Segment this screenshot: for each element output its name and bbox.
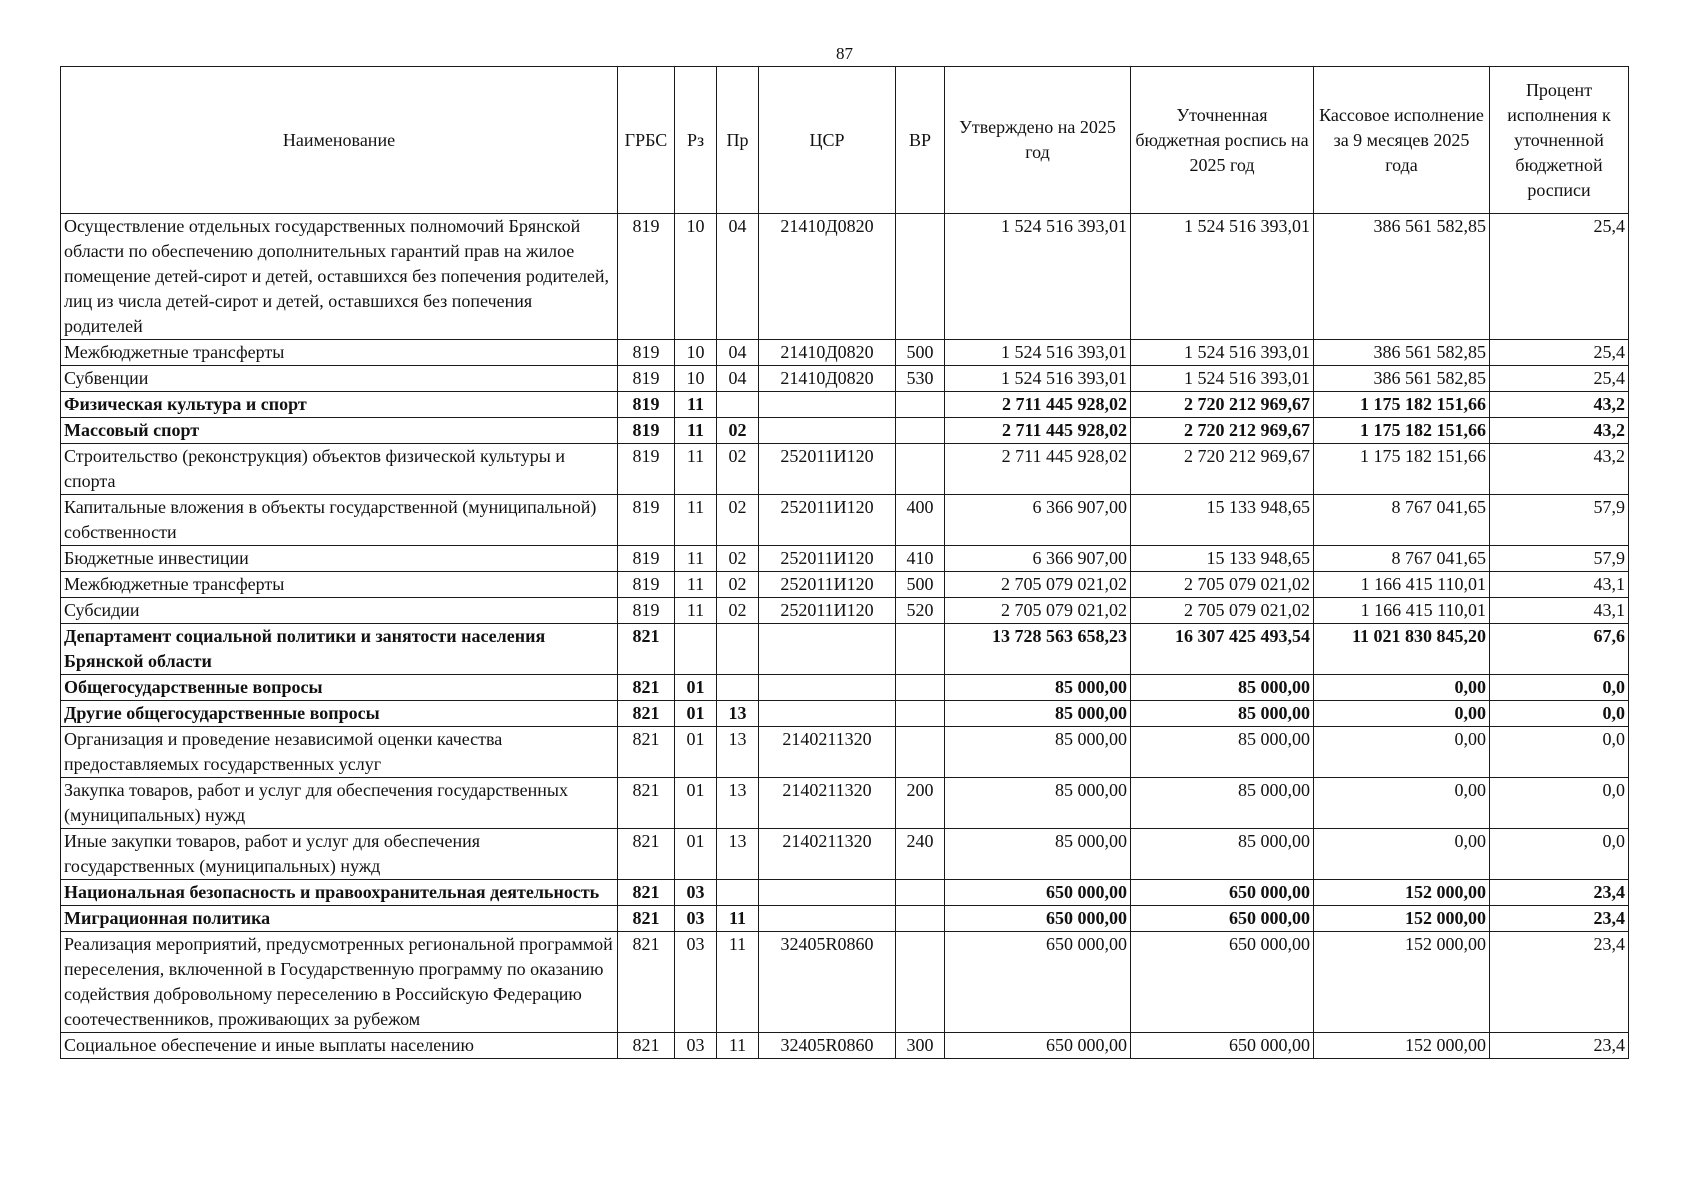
table-row	[61, 366, 1629, 392]
cell-refined: 1 524 516 393,01	[1131, 340, 1314, 366]
cell-cash: 11 021 830 845,20	[1314, 624, 1490, 675]
cell-name: Межбюджетные трансферты	[61, 340, 618, 366]
cell-percent: 25,4	[1490, 366, 1629, 392]
cell-refined: 1 524 516 393,01	[1131, 214, 1314, 340]
cell-approved: 1 524 516 393,01	[945, 366, 1131, 392]
cell-approved: 2 711 445 928,02	[945, 392, 1131, 418]
table-row	[61, 546, 1629, 572]
cell-approved: 650 000,00	[945, 1033, 1131, 1059]
cell-rz: 11	[675, 392, 717, 418]
cell-pr: 04	[717, 340, 759, 366]
cell-approved: 6 366 907,00	[945, 546, 1131, 572]
cell-name: Иные закупки товаров, работ и услуг для обеспечения государственных (муниципальных) нужд	[61, 829, 618, 880]
cell-refined: 15 133 948,65	[1131, 546, 1314, 572]
cell-cash: 152 000,00	[1314, 880, 1490, 906]
cell-cash: 0,00	[1314, 727, 1490, 778]
table-row	[61, 880, 1629, 906]
header-csr: ЦСР	[759, 67, 896, 214]
cell-grbs: 819	[618, 340, 675, 366]
cell-grbs: 821	[618, 880, 675, 906]
cell-cash: 152 000,00	[1314, 1033, 1490, 1059]
cell-rz: 11	[675, 598, 717, 624]
cell-cash: 152 000,00	[1314, 906, 1490, 932]
cell-name: Субсидии	[61, 598, 618, 624]
table-body	[61, 214, 1629, 1059]
cell-grbs: 819	[618, 392, 675, 418]
cell-percent: 43,2	[1490, 418, 1629, 444]
cell-refined: 2 720 212 969,67	[1131, 392, 1314, 418]
cell-grbs: 821	[618, 778, 675, 829]
cell-rz: 11	[675, 418, 717, 444]
header-cash: Кассовое исполнение за 9 месяцев 2025 года	[1314, 67, 1490, 214]
cell-vr: 520	[896, 598, 945, 624]
cell-pr: 02	[717, 598, 759, 624]
cell-pr: 04	[717, 214, 759, 340]
cell-pr: 02	[717, 495, 759, 546]
cell-cash: 1 175 182 151,66	[1314, 418, 1490, 444]
cell-percent: 43,2	[1490, 444, 1629, 495]
table-row	[61, 727, 1629, 778]
cell-approved: 1 524 516 393,01	[945, 214, 1131, 340]
cell-approved: 650 000,00	[945, 906, 1131, 932]
cell-vr	[896, 701, 945, 727]
table-row	[61, 624, 1629, 675]
cell-pr: 02	[717, 572, 759, 598]
cell-percent: 0,0	[1490, 829, 1629, 880]
cell-grbs: 821	[618, 701, 675, 727]
cell-vr	[896, 675, 945, 701]
table-row	[61, 495, 1629, 546]
table-row	[61, 675, 1629, 701]
cell-rz: 10	[675, 214, 717, 340]
header-vr: ВР	[896, 67, 945, 214]
cell-approved: 85 000,00	[945, 701, 1131, 727]
cell-rz: 11	[675, 444, 717, 495]
cell-approved: 2 711 445 928,02	[945, 418, 1131, 444]
cell-csr	[759, 392, 896, 418]
cell-name: Общегосударственные вопросы	[61, 675, 618, 701]
cell-name: Закупка товаров, работ и услуг для обеспечения государственных (муниципальных) нужд	[61, 778, 618, 829]
header-rz: Рз	[675, 67, 717, 214]
cell-grbs: 821	[618, 624, 675, 675]
cell-name: Массовый спорт	[61, 418, 618, 444]
table-row	[61, 214, 1629, 340]
cell-cash: 0,00	[1314, 829, 1490, 880]
cell-vr: 200	[896, 778, 945, 829]
cell-grbs: 821	[618, 1033, 675, 1059]
cell-approved: 6 366 907,00	[945, 495, 1131, 546]
cell-cash: 0,00	[1314, 778, 1490, 829]
cell-percent: 23,4	[1490, 906, 1629, 932]
cell-pr: 02	[717, 546, 759, 572]
cell-grbs: 821	[618, 675, 675, 701]
cell-pr: 13	[717, 829, 759, 880]
cell-approved: 650 000,00	[945, 880, 1131, 906]
cell-rz	[675, 624, 717, 675]
cell-csr: 32405R0860	[759, 1033, 896, 1059]
cell-refined: 1 524 516 393,01	[1131, 366, 1314, 392]
cell-rz: 11	[675, 572, 717, 598]
cell-rz: 01	[675, 829, 717, 880]
cell-rz: 01	[675, 727, 717, 778]
cell-approved: 85 000,00	[945, 675, 1131, 701]
cell-percent: 57,9	[1490, 546, 1629, 572]
header-grbs: ГРБС	[618, 67, 675, 214]
cell-refined: 2 705 079 021,02	[1131, 598, 1314, 624]
cell-pr: 13	[717, 778, 759, 829]
cell-pr: 11	[717, 1033, 759, 1059]
cell-grbs: 819	[618, 546, 675, 572]
table-row	[61, 418, 1629, 444]
cell-csr: 252011И120	[759, 572, 896, 598]
cell-refined: 650 000,00	[1131, 932, 1314, 1033]
cell-grbs: 821	[618, 906, 675, 932]
cell-cash: 8 767 041,65	[1314, 495, 1490, 546]
cell-refined: 85 000,00	[1131, 727, 1314, 778]
cell-csr	[759, 880, 896, 906]
cell-grbs: 819	[618, 572, 675, 598]
cell-cash: 1 166 415 110,01	[1314, 572, 1490, 598]
table-row	[61, 906, 1629, 932]
cell-vr	[896, 418, 945, 444]
cell-name: Субвенции	[61, 366, 618, 392]
cell-rz: 10	[675, 366, 717, 392]
cell-name: Осуществление отдельных государственных полномочий Брянской области по обеспечению дополнительных гарантий прав на жилое помещение детей-сирот и детей, оставшихся без попечения родителей, лиц из числа детей-сирот и детей, оставшихся без попечения родителей	[61, 214, 618, 340]
cell-vr	[896, 444, 945, 495]
cell-grbs: 819	[618, 214, 675, 340]
cell-pr: 13	[717, 727, 759, 778]
cell-cash: 1 166 415 110,01	[1314, 598, 1490, 624]
cell-refined: 16 307 425 493,54	[1131, 624, 1314, 675]
cell-grbs: 819	[618, 444, 675, 495]
cell-percent: 43,1	[1490, 572, 1629, 598]
cell-rz: 10	[675, 340, 717, 366]
cell-approved: 85 000,00	[945, 727, 1131, 778]
cell-vr: 500	[896, 340, 945, 366]
cell-vr: 240	[896, 829, 945, 880]
cell-rz: 03	[675, 880, 717, 906]
cell-vr	[896, 392, 945, 418]
cell-percent: 23,4	[1490, 880, 1629, 906]
cell-percent: 23,4	[1490, 932, 1629, 1033]
cell-pr: 04	[717, 366, 759, 392]
cell-pr	[717, 392, 759, 418]
cell-rz: 03	[675, 1033, 717, 1059]
table-row	[61, 340, 1629, 366]
cell-approved: 85 000,00	[945, 778, 1131, 829]
cell-percent: 23,4	[1490, 1033, 1629, 1059]
cell-csr	[759, 675, 896, 701]
cell-name: Миграционная политика	[61, 906, 618, 932]
cell-cash: 152 000,00	[1314, 932, 1490, 1033]
cell-grbs: 819	[618, 598, 675, 624]
cell-approved: 85 000,00	[945, 829, 1131, 880]
cell-vr: 500	[896, 572, 945, 598]
cell-refined: 85 000,00	[1131, 829, 1314, 880]
cell-name: Департамент социальной политики и занятости населения Брянской области	[61, 624, 618, 675]
cell-rz: 01	[675, 778, 717, 829]
cell-csr	[759, 906, 896, 932]
cell-name: Другие общегосударственные вопросы	[61, 701, 618, 727]
cell-csr: 2140211320	[759, 778, 896, 829]
cell-pr: 11	[717, 906, 759, 932]
cell-approved: 2 705 079 021,02	[945, 572, 1131, 598]
cell-csr: 252011И120	[759, 444, 896, 495]
cell-cash: 0,00	[1314, 701, 1490, 727]
cell-percent: 25,4	[1490, 214, 1629, 340]
cell-percent: 43,1	[1490, 598, 1629, 624]
cell-approved: 2 705 079 021,02	[945, 598, 1131, 624]
cell-refined: 650 000,00	[1131, 906, 1314, 932]
cell-refined: 2 705 079 021,02	[1131, 572, 1314, 598]
cell-rz: 03	[675, 932, 717, 1033]
cell-csr	[759, 701, 896, 727]
cell-name: Физическая культура и спорт	[61, 392, 618, 418]
cell-approved: 1 524 516 393,01	[945, 340, 1131, 366]
cell-cash: 386 561 582,85	[1314, 366, 1490, 392]
cell-percent: 25,4	[1490, 340, 1629, 366]
page-number: 87	[836, 44, 853, 63]
table-row	[61, 778, 1629, 829]
cell-csr: 21410Д0820	[759, 214, 896, 340]
cell-refined: 85 000,00	[1131, 675, 1314, 701]
cell-csr: 2140211320	[759, 727, 896, 778]
cell-percent: 0,0	[1490, 701, 1629, 727]
cell-rz: 11	[675, 546, 717, 572]
cell-refined: 650 000,00	[1131, 1033, 1314, 1059]
cell-pr: 02	[717, 418, 759, 444]
cell-vr	[896, 624, 945, 675]
cell-approved: 650 000,00	[945, 932, 1131, 1033]
cell-percent: 57,9	[1490, 495, 1629, 546]
cell-pr	[717, 624, 759, 675]
cell-vr: 530	[896, 366, 945, 392]
header-name: Наименование	[61, 67, 618, 214]
cell-csr: 252011И120	[759, 546, 896, 572]
table-row	[61, 444, 1629, 495]
table-row	[61, 701, 1629, 727]
cell-grbs: 819	[618, 418, 675, 444]
cell-approved: 2 711 445 928,02	[945, 444, 1131, 495]
cell-percent: 0,0	[1490, 778, 1629, 829]
cell-rz: 03	[675, 906, 717, 932]
cell-refined: 85 000,00	[1131, 701, 1314, 727]
cell-vr: 410	[896, 546, 945, 572]
table-header-row	[61, 67, 1629, 214]
table-row	[61, 572, 1629, 598]
header-pr: Пр	[717, 67, 759, 214]
cell-grbs: 821	[618, 727, 675, 778]
cell-cash: 1 175 182 151,66	[1314, 444, 1490, 495]
table-row	[61, 598, 1629, 624]
cell-csr: 21410Д0820	[759, 366, 896, 392]
cell-cash: 386 561 582,85	[1314, 214, 1490, 340]
header-refined: Уточненная бюджетная роспись на 2025 год	[1131, 67, 1314, 214]
cell-cash: 1 175 182 151,66	[1314, 392, 1490, 418]
cell-percent: 0,0	[1490, 675, 1629, 701]
cell-name: Капитальные вложения в объекты государственной (муниципальной) собственности	[61, 495, 618, 546]
cell-csr: 2140211320	[759, 829, 896, 880]
cell-grbs: 819	[618, 495, 675, 546]
cell-approved: 13 728 563 658,23	[945, 624, 1131, 675]
cell-name: Реализация мероприятий, предусмотренных региональной программой переселения, включенной в Государственную программу по оказанию содействия добровольному переселению в Российскую Федерацию соотечественников, проживающих за рубежом	[61, 932, 618, 1033]
cell-cash: 386 561 582,85	[1314, 340, 1490, 366]
cell-name: Социальное обеспечение и иные выплаты населению	[61, 1033, 618, 1059]
cell-vr	[896, 214, 945, 340]
cell-grbs: 819	[618, 366, 675, 392]
cell-percent: 67,6	[1490, 624, 1629, 675]
cell-vr	[896, 880, 945, 906]
cell-csr: 21410Д0820	[759, 340, 896, 366]
cell-name: Бюджетные инвестиции	[61, 546, 618, 572]
cell-csr: 32405R0860	[759, 932, 896, 1033]
cell-vr: 400	[896, 495, 945, 546]
cell-pr	[717, 675, 759, 701]
table-row	[61, 1033, 1629, 1059]
table-row	[61, 392, 1629, 418]
cell-name: Организация и проведение независимой оценки качества предоставляемых государственных услуг	[61, 727, 618, 778]
cell-rz: 11	[675, 495, 717, 546]
cell-name: Национальная безопасность и правоохранительная деятельность	[61, 880, 618, 906]
cell-cash: 0,00	[1314, 675, 1490, 701]
cell-refined: 85 000,00	[1131, 778, 1314, 829]
cell-csr: 252011И120	[759, 495, 896, 546]
cell-refined: 2 720 212 969,67	[1131, 418, 1314, 444]
table-row	[61, 932, 1629, 1033]
cell-csr	[759, 418, 896, 444]
cell-csr	[759, 624, 896, 675]
cell-vr	[896, 906, 945, 932]
cell-pr: 13	[717, 701, 759, 727]
cell-name: Межбюджетные трансферты	[61, 572, 618, 598]
cell-pr	[717, 880, 759, 906]
header-percent: Процент исполнения к уточненной бюджетной росписи	[1490, 67, 1629, 214]
cell-grbs: 821	[618, 829, 675, 880]
budget-table	[60, 66, 1629, 1059]
cell-percent: 43,2	[1490, 392, 1629, 418]
cell-vr	[896, 932, 945, 1033]
cell-vr	[896, 727, 945, 778]
cell-grbs: 821	[618, 932, 675, 1033]
cell-vr: 300	[896, 1033, 945, 1059]
cell-rz: 01	[675, 675, 717, 701]
cell-refined: 2 720 212 969,67	[1131, 444, 1314, 495]
table-row	[61, 829, 1629, 880]
cell-csr: 252011И120	[759, 598, 896, 624]
cell-refined: 15 133 948,65	[1131, 495, 1314, 546]
header-approved: Утверждено на 2025 год	[945, 67, 1131, 214]
cell-rz: 01	[675, 701, 717, 727]
cell-pr: 11	[717, 932, 759, 1033]
cell-name: Строительство (реконструкция) объектов физической культуры и спорта	[61, 444, 618, 495]
cell-pr: 02	[717, 444, 759, 495]
cell-refined: 650 000,00	[1131, 880, 1314, 906]
cell-percent: 0,0	[1490, 727, 1629, 778]
cell-cash: 8 767 041,65	[1314, 546, 1490, 572]
